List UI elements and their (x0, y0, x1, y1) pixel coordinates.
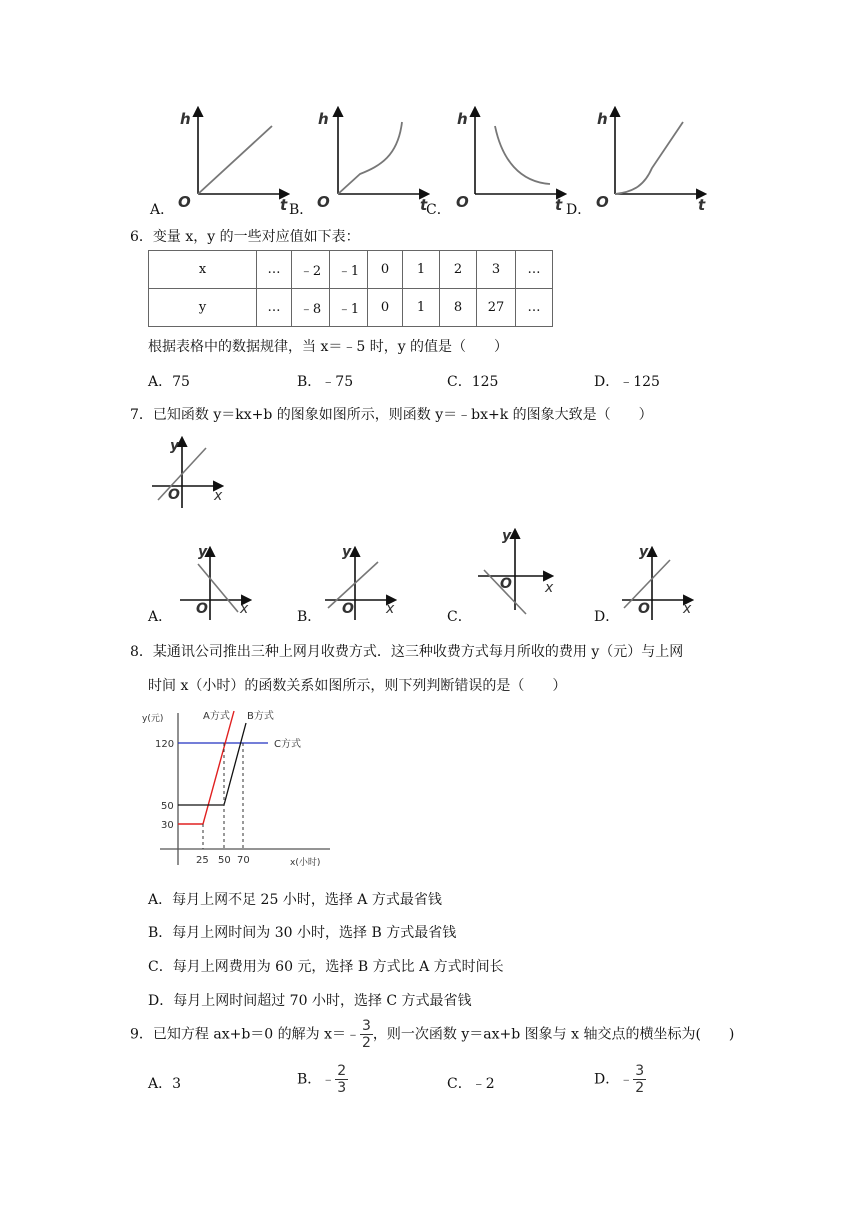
table-cell: x (149, 251, 257, 289)
q7-graph-b (325, 544, 395, 620)
q5-option-d[interactable]: D． (566, 202, 592, 218)
q7-a-x: x (240, 601, 249, 617)
q7-given-x: x (214, 488, 223, 504)
q9-option-b-fraction (335, 1063, 348, 1096)
table-cell: 0 (368, 289, 403, 327)
q9-option-b[interactable]: B．﹣ $\frac{2}{3}$ (297, 1063, 347, 1096)
q5-d-h-label: h (597, 110, 608, 128)
q5-graphs (140, 100, 860, 215)
table-cell: … (516, 251, 553, 289)
q5-b-curve (338, 122, 402, 194)
table-cell: 0 (368, 251, 403, 289)
q5-c-h-label: h (457, 110, 468, 128)
table-cell: … (257, 289, 292, 327)
q5-graph-b (317, 108, 428, 214)
q5-c-origin: O (456, 193, 469, 211)
table-row-y (149, 289, 553, 327)
q8-x-tick-25: 25 (196, 855, 209, 866)
q9-frac-num: 3 (362, 1018, 371, 1034)
q5-b-origin: O (317, 193, 330, 211)
q9-option-c[interactable]: C．﹣2 (447, 1076, 495, 1092)
q9-b-num: 2 (337, 1063, 347, 1079)
q5-graph-c (456, 108, 565, 214)
table-cell: ﹣2 (292, 251, 330, 289)
q9-stem (130, 1018, 734, 1051)
table-cell: … (257, 251, 292, 289)
table-cell: 1 (403, 251, 440, 289)
q7-b-y: y (342, 544, 352, 560)
q5-option-b[interactable]: B． (289, 202, 314, 218)
q7-b-x: x (386, 601, 395, 617)
q8-series-a-label: A方式 (203, 711, 230, 722)
q6-question: 根据表格中的数据规律，当 x＝﹣5 时，y 的值是（ ） (148, 339, 509, 355)
q5-d-t-label: t (698, 196, 706, 214)
q5-a-origin: O (178, 193, 191, 211)
q5-graph-d (596, 108, 706, 214)
q5-a-curve (198, 126, 272, 194)
q8-series-c-label: C方式 (274, 739, 301, 750)
q8-option-b[interactable]: B．每月上网时间为 30 小时，选择 B 方式最省钱 (148, 925, 457, 941)
q8-fee-graph (140, 705, 340, 871)
table-cell: 8 (440, 289, 477, 327)
q6-option-d[interactable]: D．﹣125 (594, 374, 660, 390)
table-cell: 3 (477, 251, 516, 289)
table-cell: 2 (440, 251, 477, 289)
q8-series-b-label: B方式 (247, 711, 274, 722)
q8-stem-line1: 8．某通讯公司推出三种上网月收费方式．这三种收费方式每月所收的费用 y（元）与上网 (130, 644, 684, 660)
q7-d-o: O (638, 601, 650, 617)
q6-option-a[interactable]: A．75 (148, 374, 190, 390)
q8-option-c[interactable]: C．每月上网费用为 60 元，选择 B 方式比 A 方式时间长 (148, 959, 504, 975)
q7-a-y: y (198, 544, 208, 560)
q5-d-curve (615, 122, 683, 194)
q9-option-d[interactable]: D．﹣ $\frac{3}{2}$ (594, 1063, 645, 1096)
q7-b-o: O (342, 601, 354, 617)
q8-stem-line2: 时间 x（小时）的函数关系如图所示，则下列判断错误的是（ ） (148, 678, 567, 694)
q5-option-a[interactable]: A． (150, 202, 175, 218)
q6-option-c[interactable]: C．125 (447, 374, 499, 390)
q5-a-h-label: h (180, 110, 191, 128)
q8-series-a-line (178, 711, 234, 824)
table-cell: 1 (403, 289, 440, 327)
q5-option-c[interactable]: C． (426, 202, 451, 218)
q5-c-t-label: t (555, 196, 563, 214)
q7-graph-a (180, 544, 250, 620)
q9-d-den: 2 (635, 1080, 645, 1096)
q5-c-curve (495, 126, 550, 184)
table-row-x (149, 251, 553, 289)
q7-stem: 7．已知函数 y＝kx+b 的图象如图所示，则函数 y＝﹣bx+k 的图象大致是（ ） (130, 407, 653, 423)
q7-a-o: O (196, 601, 208, 617)
q9-option-d-label: D． (594, 1071, 620, 1088)
q9-stem-fraction (360, 1018, 373, 1051)
q7-option-c[interactable]: C． (447, 609, 472, 625)
table-cell: ﹣8 (292, 289, 330, 327)
q8-option-a[interactable]: A．每月上网不足 25 小时，选择 A 方式最省钱 (148, 892, 442, 908)
table-cell: 27 (477, 289, 516, 327)
q7-d-x: x (683, 601, 692, 617)
q8-option-d[interactable]: D．每月上网时间超过 70 小时，选择 C 方式最省钱 (148, 993, 472, 1009)
q7-graphs (140, 430, 860, 625)
q8-x-tick-70: 70 (237, 855, 250, 866)
q9-option-b-label: B． (297, 1071, 322, 1088)
q8-y-tick-30: 30 (161, 820, 174, 831)
q7-c-o: O (500, 576, 512, 592)
q9-d-num: 3 (635, 1063, 645, 1079)
q9-frac-den: 2 (362, 1035, 371, 1051)
q9-option-a[interactable]: A．3 (148, 1076, 182, 1092)
q8-x-tick-50: 50 (218, 855, 231, 866)
q7-graph-c (478, 528, 554, 614)
q7-option-a[interactable]: A． (148, 609, 173, 625)
q5-d-origin: O (596, 193, 609, 211)
q5-a-t-label: t (280, 196, 288, 214)
q7-c-x: x (545, 580, 554, 596)
q7-option-b[interactable]: B． (297, 609, 322, 625)
q9-option-d-fraction (633, 1063, 646, 1096)
q8-y-label: y(元) (142, 714, 164, 724)
q9-b-den: 3 (337, 1080, 347, 1096)
q8-y-tick-50: 50 (161, 801, 174, 812)
q6-option-b[interactable]: B．﹣75 (297, 374, 354, 390)
q9-stem-pre: 9．已知方程 ax+b＝0 的解为 x＝﹣ (130, 1026, 360, 1043)
table-cell: ﹣1 (330, 251, 368, 289)
table-cell: … (516, 289, 553, 327)
q7-given-y: y (170, 438, 180, 454)
q5-b-t-label: t (420, 196, 428, 214)
table-cell: y (149, 289, 257, 327)
q5-graph-a (178, 108, 288, 214)
q7-given-o: O (168, 487, 180, 503)
q7-option-d[interactable]: D． (594, 609, 620, 625)
q8-x-label: x(小时) (290, 858, 321, 868)
q7-c-y: y (502, 528, 512, 544)
table-cell: ﹣1 (330, 289, 368, 327)
q8-y-tick-120: 120 (155, 739, 175, 750)
q6-stem: 6．变量 x，y 的一些对应值如下表： (130, 229, 360, 245)
q9-stem-post: ，则一次函数 y＝ax+b 图象与 x 轴交点的横坐标为( ) (372, 1026, 735, 1043)
q7-graph-d (622, 544, 692, 620)
q7-d-y: y (639, 544, 649, 560)
q7-given-graph (152, 438, 223, 508)
q6-value-table (148, 250, 553, 327)
q5-b-h-label: h (318, 110, 329, 128)
